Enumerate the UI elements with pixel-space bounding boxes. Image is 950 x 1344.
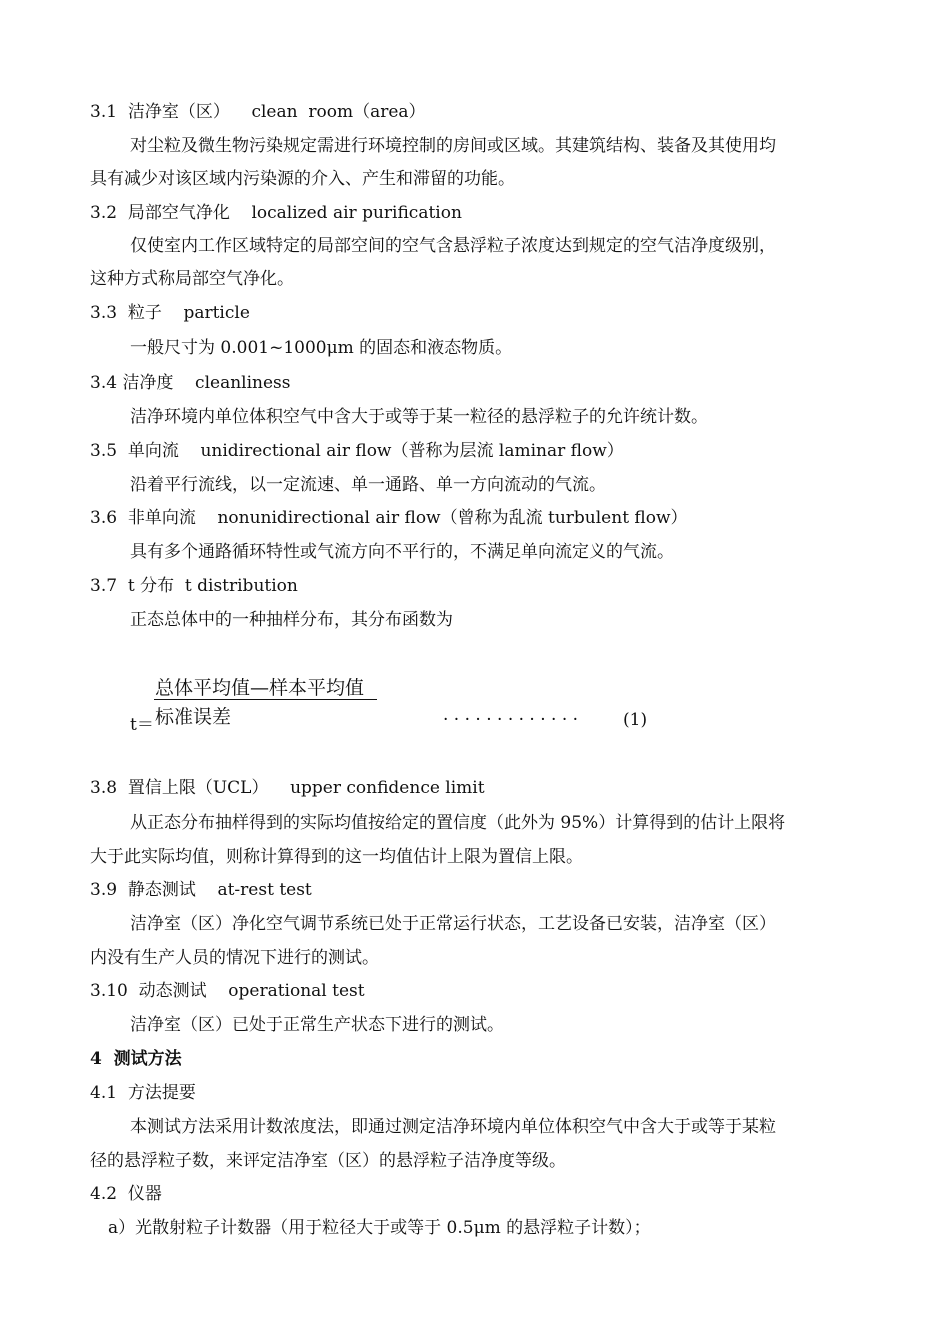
section-3-8-text-cont: 大于此实际均值，则称计算得到的这一均值估计上限为置信上限。 [90,847,583,867]
section-3-3-text: 一般尺寸为 0.001~1000μm 的固态和液态物质。 [130,338,513,358]
section-3-9-text-cont: 内没有生产人员的情况下进行的测试。 [90,948,379,968]
section-3-1-heading: 3.1 洁净室（区） clean room（area） [90,102,426,122]
section-4-1-heading: 4.1 方法提要 [90,1083,196,1103]
formula-denominator: 标准误差 [155,706,232,728]
section-3-2-heading: 3.2 局部空气净化 localized air purification [90,203,462,223]
section-3-6-heading: 3.6 非单向流 nonunidirectional air flow（曾称为乱流 turbulent flow） [90,508,688,528]
section-3-7-heading: 3.7 t 分布 t distribution [90,576,298,596]
section-3-9-heading: 3.9 静态测试 at-rest test [90,880,312,900]
section-3-8-heading: 3.8 置信上限（UCL） upper confidence limit [90,778,485,798]
section-3-5-text: 沿着平行流线，以一定流速、单一通路、单一方向流动的气流。 [130,475,606,495]
section-3-5-heading: 3.5 单向流 unidirectional air flow（普称为层流 laminar flow） [90,441,624,461]
section-3-2-text: 仅使室内工作区域特定的局部空间的空气含悬浮粒子浓度达到规定的空气洁净度级别， [130,236,776,256]
section-4-2-heading: 4.2 仪器 [90,1184,162,1204]
section-3-6-text: 具有多个通路循环特性或气流方向不平行的，不满足单向流定义的气流。 [130,542,674,562]
section-3-10-text: 洁净室（区）已处于正常生产状态下进行的测试。 [130,1015,504,1035]
formula-equation-number: (1) [623,710,648,730]
section-3-8-text: 从正态分布抽样得到的实际均值按给定的置信度（此外为 95%）计算得到的估计上限将 [130,813,786,833]
formula-fraction-bar [154,699,377,700]
section-3-3-heading: 3.3 粒子 particle [90,303,250,323]
section-3-7-text: 正态总体中的一种抽样分布，其分布函数为 [130,610,453,630]
section-3-10-heading: 3.10 动态测试 operational test [90,981,365,1001]
section-3-9-text: 洁净室（区）净化空气调节系统已处于正常运行状态，工艺设备已安装，洁净室（区） [130,914,776,934]
formula-numerator: 总体平均值—样本平均值 [155,677,365,699]
formula-leader-dots: ············· [443,710,584,730]
section-4-1-text-cont: 径的悬浮粒子数，来评定洁净室（区）的悬浮粒子洁净度等级。 [90,1151,566,1171]
section-3-4-heading: 3.4 洁净度 cleanliness [90,373,291,393]
section-3-2-text-cont: 这种方式称局部空气净化。 [90,269,294,289]
section-4-2-item-a: a）光散射粒子计数器（用于粒径大于或等于 0.5μm 的悬浮粒子计数）； [108,1218,651,1238]
section-3-1-text: 对尘粒及微生物污染规定需进行环境控制的房间或区域。其建筑结构、装备及其使用均 [130,136,776,156]
formula-lhs: t＝ [130,715,154,735]
section-3-1-text-cont: 具有减少对该区域内污染源的介入、产生和滞留的功能。 [90,169,515,189]
section-3-4-text: 洁净环境内单位体积空气中含大于或等于某一粒径的悬浮粒子的允许统计数。 [130,407,708,427]
section-4-heading: 4 测试方法 [90,1049,182,1069]
section-4-1-text: 本测试方法采用计数浓度法，即通过测定洁净环境内单位体积空气中含大于或等于某粒 [130,1117,776,1137]
